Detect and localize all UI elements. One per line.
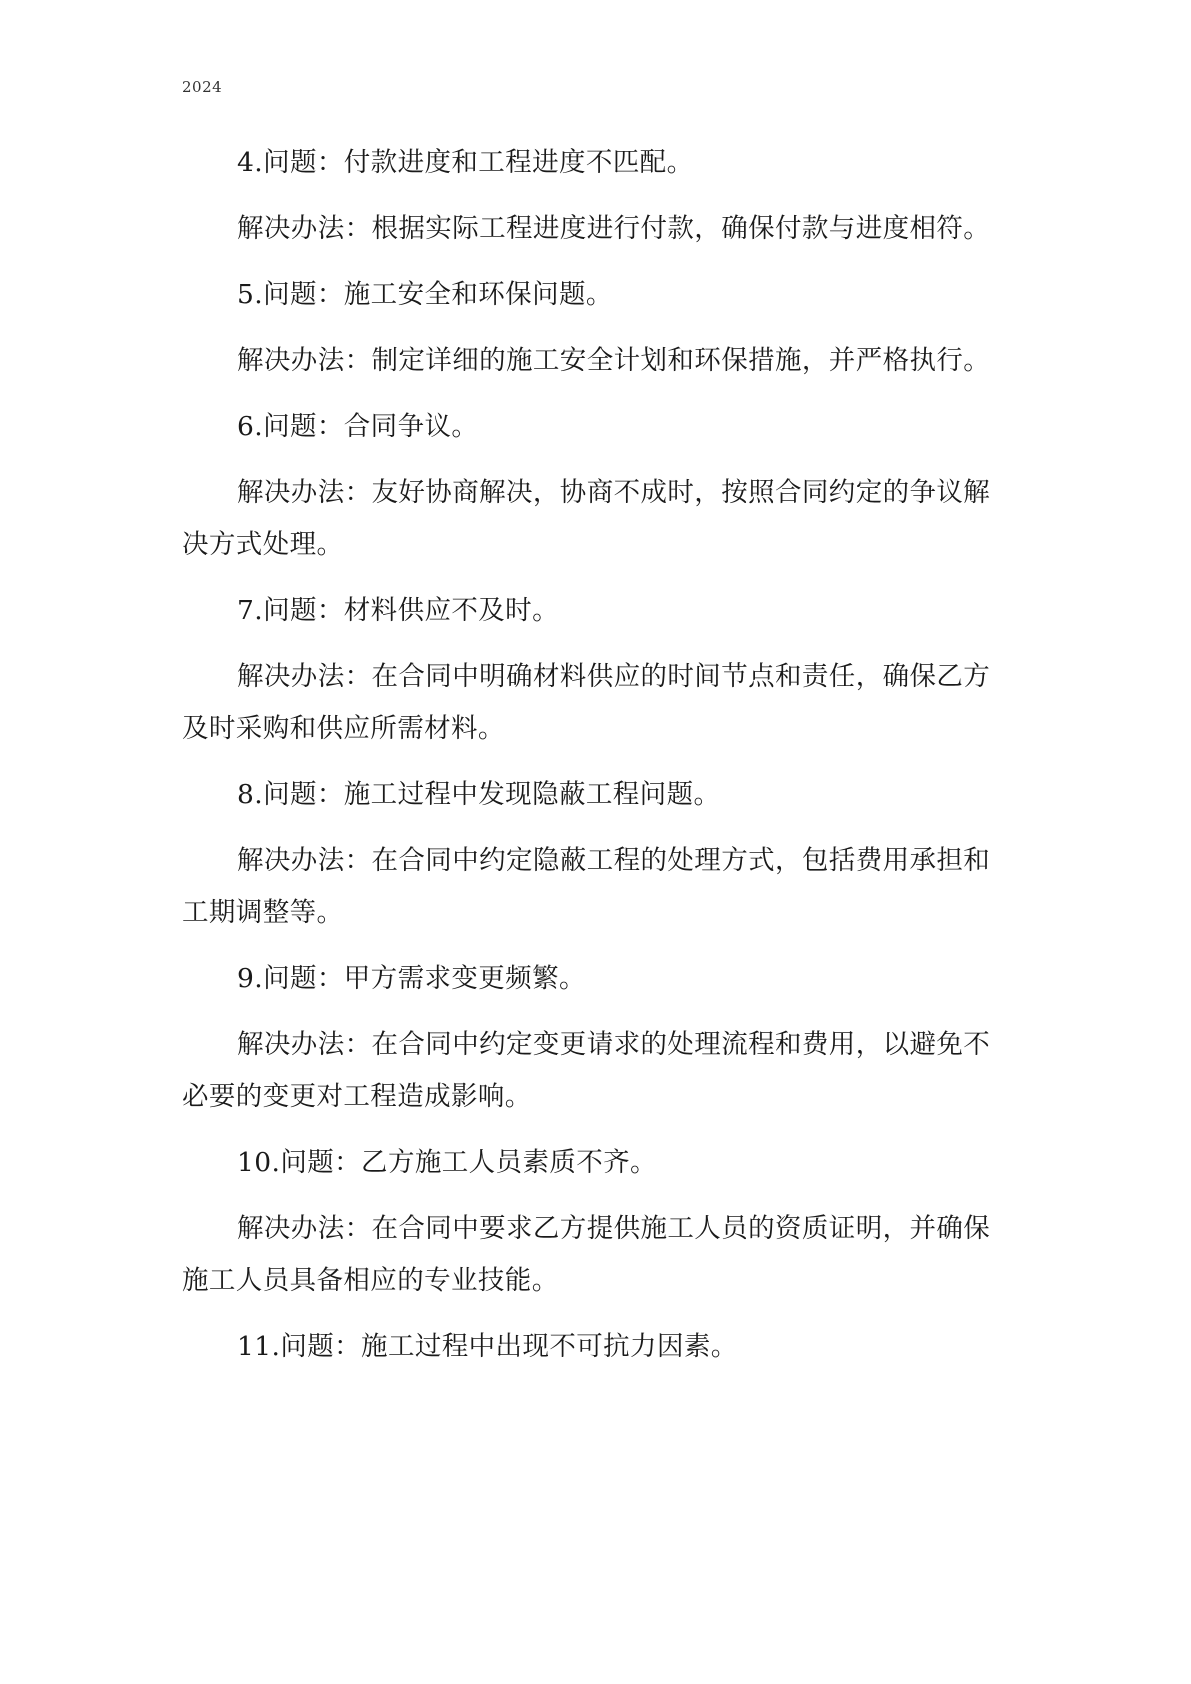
solution-5: 解决办法：制定详细的施工安全计划和环保措施，并严格执行。	[237, 345, 991, 376]
solution-6: 解决办法：友好协商解决，协商不成时，按照合同约定的争议解决方式处理。	[182, 477, 991, 560]
solution-9: 解决办法：在合同中约定变更请求的处理流程和费用，以避免不必要的变更对工程造成影响。	[182, 1029, 991, 1112]
question-9: 9.问题：甲方需求变更频繁。	[237, 963, 586, 994]
question-11: 11.问题：施工过程中出现不可抗力因素。	[237, 1331, 738, 1362]
question-8: 8.问题：施工过程中发现隐蔽工程问题。	[237, 779, 721, 810]
question-10: 10.问题：乙方施工人员素质不齐。	[237, 1147, 657, 1178]
solution-7: 解决办法：在合同中明确材料供应的时间节点和责任，确保乙方及时采购和供应所需材料。	[182, 661, 991, 744]
solution-4: 解决办法：根据实际工程进度进行付款，确保付款与进度相符。	[237, 213, 991, 244]
header-year: 2024	[182, 78, 223, 96]
question-4: 4.问题：付款进度和工程进度不匹配。	[237, 147, 694, 178]
question-5: 5.问题：施工安全和环保问题。	[237, 279, 613, 310]
solution-8: 解决办法：在合同中约定隐蔽工程的处理方式，包括费用承担和工期调整等。	[182, 845, 991, 928]
question-6: 6.问题：合同争议。	[237, 411, 479, 442]
solution-10: 解决办法：在合同中要求乙方提供施工人员的资质证明，并确保施工人员具备相应的专业技能。	[182, 1213, 991, 1296]
document-body	[182, 137, 1007, 1373]
question-7: 7.问题：材料供应不及时。	[237, 595, 559, 626]
